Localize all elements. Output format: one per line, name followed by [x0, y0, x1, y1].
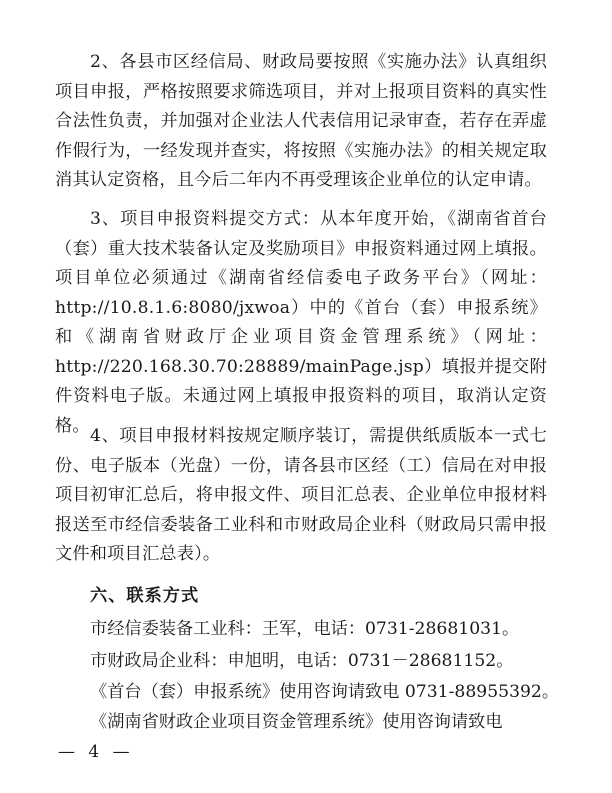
paragraph-item-4: 4、项目申报材料按规定顺序装订，需提供纸质版本一式七份、电子版本（光盘）一份，请各县市区经（工）信局在对申报项目初审汇总后，将申报文件、项目汇总表、企业单位申报材料报送至市经信委装备工业科和市财政局企业科（财政局只需申报文件和项目汇总表）。 [55, 426, 547, 564]
contact-line-fund-system-hotline: 《湖南省财政企业项目资金管理系统》使用咨询请致电 [90, 712, 503, 732]
contact-line-equipment: 市经信委装备工业科：王军，电话：0731-28681031。 [90, 619, 520, 639]
section-heading-contact: 六、联系方式 [90, 586, 200, 606]
page-number: — 4 — [58, 742, 134, 762]
paragraph-item-2: 2、各县市区经信局、财政局要按照《实施办法》认真组织项目申报，严格按照要求筛选项目，并对上报项目资料的真实性合法性负责，并加强对企业法人代表信用记录审查，若存在弄虚作假行为，一经发现并查实，将按照《实施办法》的相关规定取消其认定资格，且今后二年内不再受理该企业单位的认定申请。 [55, 52, 547, 190]
contact-line-system-hotline: 《首台（套）申报系统》使用咨询请致电 0731-88955392。 [90, 682, 560, 702]
paragraph-item-3: 3、项目申报资料提交方式：从本年度开始，《湖南省首台（套）重大技术装备认定及奖励项目》申报资料通过网上填报。项目单位必须通过《湖南省经信委电子政务平台》（网址：http://10.8.1.6:8080/jxwoa）中的《首台（套）申报系统》和《湖南省财政厅企业项目资金管理系统》（网址：http://220.168.30.70:28889/mainPage.jsp）填报并提交附件资料电子版。未通过网上填报申报资料的项目，取消认定资格。 [55, 209, 547, 436]
contact-line-finance: 市财政局企业科：申旭明，电话：0731－28681152。 [90, 651, 514, 671]
